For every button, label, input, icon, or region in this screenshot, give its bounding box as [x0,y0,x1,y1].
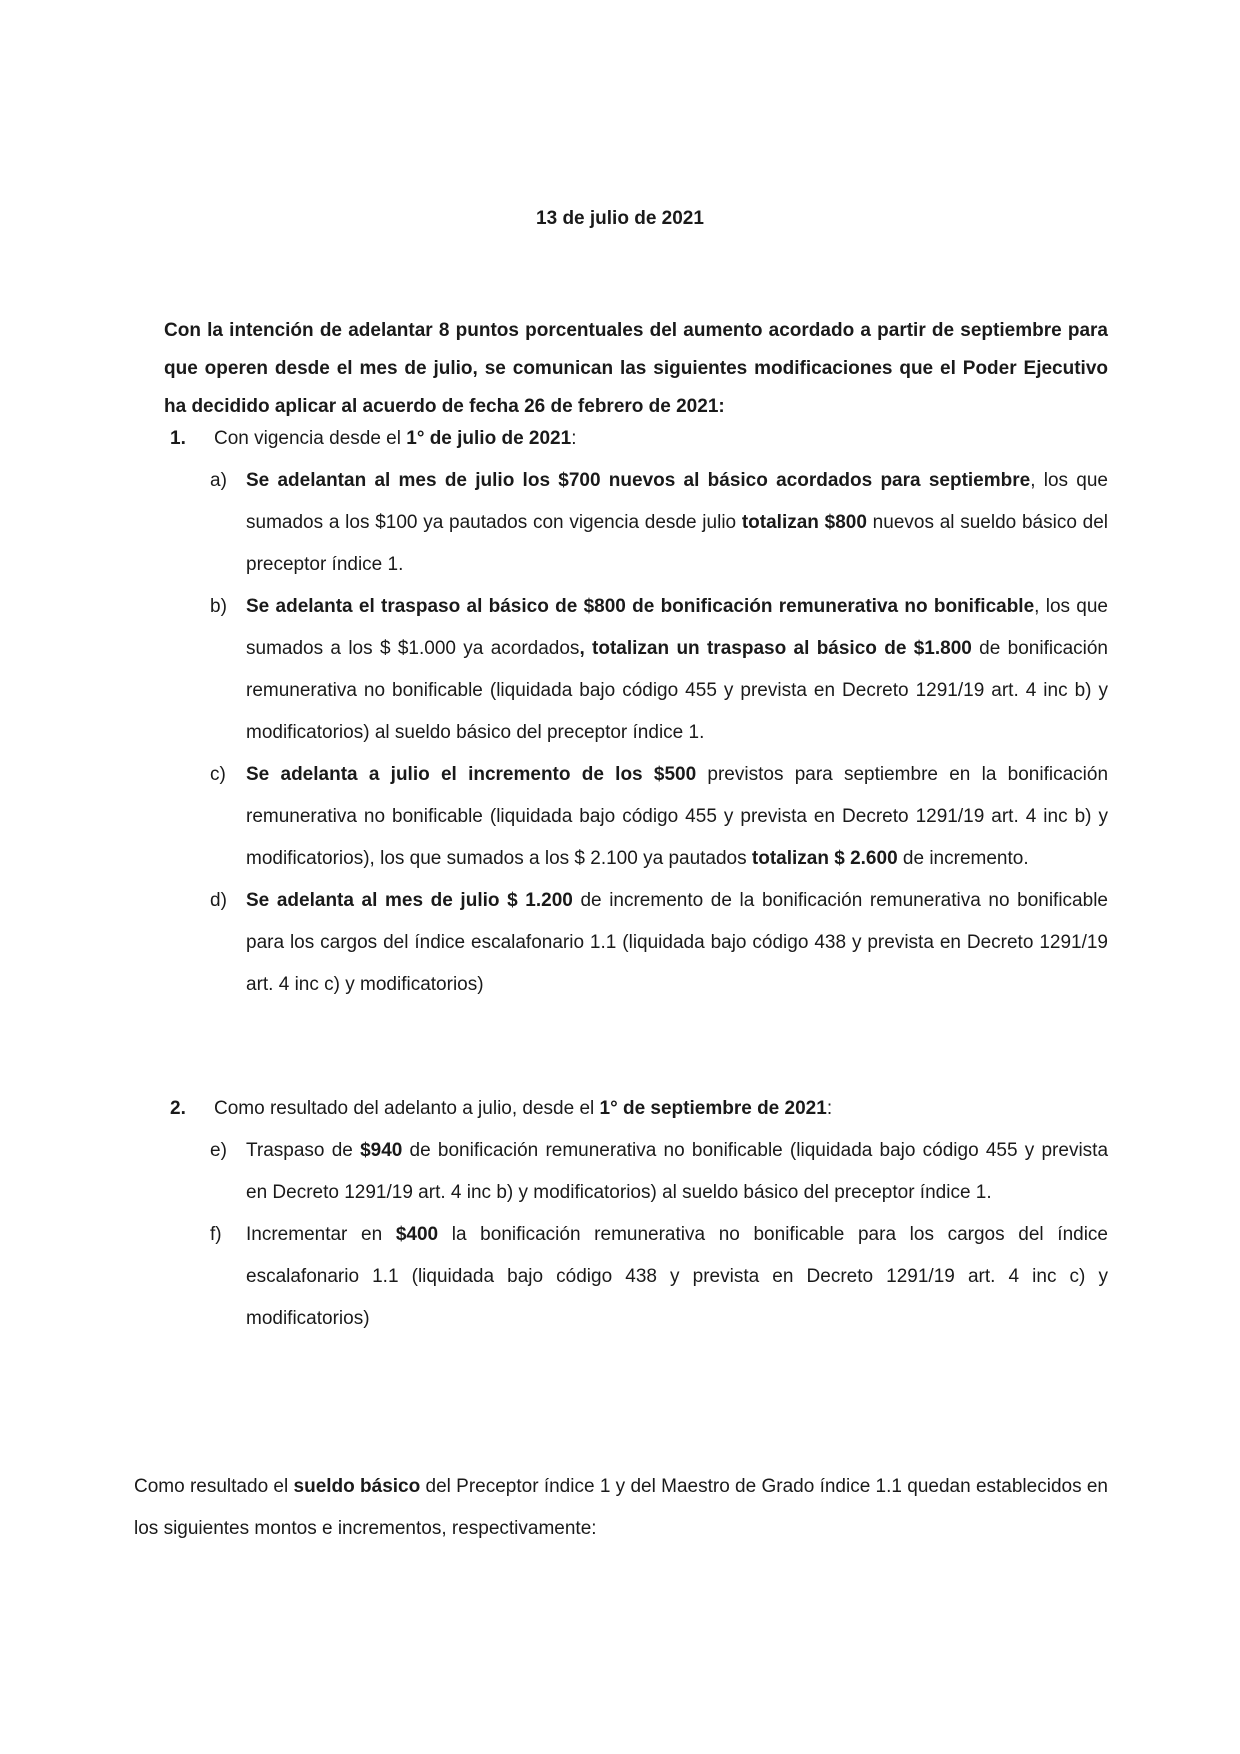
list-item-1-date: 1° de julio de 2021 [406,428,572,449]
subitem-d [164,880,1108,1006]
list-item-2 [164,1088,1108,1340]
subitem-a-bold-1: Se adelantan al mes de julio los $700 nuevos al básico acordados para septiembre [246,470,1031,491]
intro-paragraph: Con la intención de adelantar 8 puntos porcentuales del aumento acordado a partir de septiembre para que operen desde el mes de julio, se comunican las siguientes modificaciones que el Poder Ejecutivo ha decidido aplicar al acuerdo de fecha 26 de febrero de 2021: [164,320,1108,417]
list-item-1-heading [164,418,1108,460]
subitem-c-bold-1: Se adelanta a julio el incremento de los $500 [246,764,697,785]
list-item-2-date: 1° de septiembre de 2021 [599,1098,827,1119]
subitem-f-bold: $400 [395,1224,439,1245]
closing-paragraph [134,1466,1108,1550]
list-item-1-text-post: : [571,428,577,449]
subitem-e [164,1130,1108,1214]
subitem-a-text-2: , los que sumados a los $100 ya pautados con vigencia desde julio [246,470,1108,533]
subitem-e-bold: $940 [360,1140,403,1161]
subitem-c-text-3: de incremento. [897,848,1029,869]
document-date [0,208,1240,230]
subitem-letter: d) [210,890,227,911]
list-item-2-text-post: : [826,1098,833,1119]
closing-text-1: Como resultado el [134,1476,294,1497]
subitem-e-text [246,1130,1108,1214]
subitem-letter: e) [210,1140,227,1161]
list-item-1 [164,418,1108,1006]
subitem-letter: a) [210,470,227,491]
list-item-2-heading [164,1088,1108,1130]
subitem-f-text-1: Incrementar en [246,1224,396,1245]
subitem-letter: c) [210,764,226,785]
list-number: 1. [170,428,186,449]
list-item-2-text-pre: Como resultado del adelanto a julio, desde el [214,1098,600,1119]
subitem-letter: b) [210,596,227,617]
subitem-b-text-2: , los que sumados a los $ $1.000 ya acordados [246,596,1108,659]
subitem-e-text-1: Traspaso de [246,1140,361,1161]
subitem-a [164,460,1108,586]
subitem-d-text-2: de incremento de la bonificación remunerativa no bonificable para los cargos del índice escalafonario 1.1 (liquidada bajo código 438 y prevista en Decreto 1291/19 art. 4 inc c) y modificatorios) [246,890,1108,995]
subitem-c [164,754,1108,880]
subitem-c-text-2: previstos para septiembre en la bonificación remunerativa no bonificable (liquidada bajo código 455 y prevista en Decreto 1291/19 art. 4 inc b) y modificatorios), los que sumados a los $ 2.100 ya pautados [246,764,1109,869]
list-item-1-text-pre: Con vigencia desde el [214,428,407,449]
subitem-b-bold-2: , totalizan un traspaso al básico de $1.800 [579,638,972,659]
subitem-b-text [246,586,1108,754]
closing-text-2: del Preceptor índice 1 y del Maestro de Grado índice 1.1 quedan establecidos en los siguientes montos e incrementos, respectivamente: [134,1476,1109,1539]
subitem-a-text [246,460,1108,586]
subitem-d-bold-1: Se adelanta al mes de julio $ 1.200 [246,890,573,911]
closing-bold: sueldo básico [293,1476,421,1497]
subitem-d-text [246,880,1108,1006]
date-text: 13 de julio de 2021 [536,208,704,229]
subitem-b-text-3: de bonificación remunerativa no bonificable (liquidada bajo código 455 y prevista en Decreto 1291/19 art. 4 inc b) y modificatorios) al sueldo básico del preceptor índice 1. [246,638,1108,743]
subitem-f [164,1214,1108,1340]
subitem-b [164,586,1108,754]
subitem-c-text [246,754,1108,880]
subitem-letter: f) [210,1224,222,1245]
subitem-b-bold-1: Se adelanta el traspaso al básico de $800 de bonificación remunerativa no bonificable [246,596,1035,617]
list-number: 2. [170,1098,186,1119]
subitem-c-bold-2: totalizan $ 2.600 [751,848,898,869]
subitem-f-text [246,1214,1108,1340]
subitem-a-bold-2: totalizan $800 [741,512,867,533]
subitem-e-text-2: de bonificación remunerativa no bonificable (liquidada bajo código 455 y prevista en Decreto 1291/19 art. 4 inc b) y modificatorios) al sueldo básico del preceptor índice 1. [246,1140,1109,1203]
subitem-a-text-3: nuevos al sueldo básico del preceptor índice 1. [246,512,1108,575]
subitem-f-text-2: la bonificación remunerativa no bonificable para los cargos del índice escalafonario 1.1 (liquidada bajo código 438 y prevista en Decreto 1291/19 art. 4 inc c) y modificatorios) [246,1224,1108,1329]
